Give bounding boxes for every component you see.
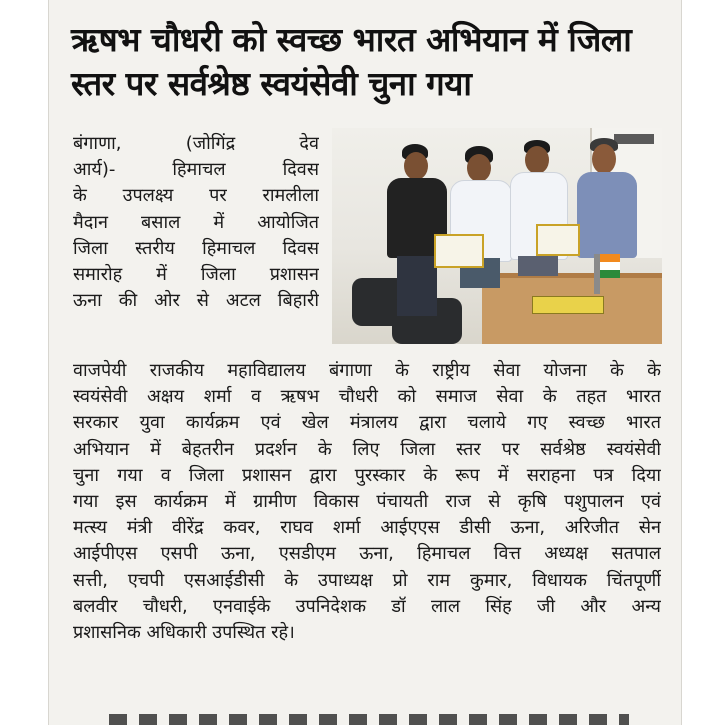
lead-line: बंगाणा, (जोगिंद्र देव (73, 133, 319, 154)
photo-person (404, 152, 428, 180)
body-line: आईपीएस एसपी ऊना, एसडीएम ऊना, हिमाचल वित्त अध्यक्ष सतपाल (73, 543, 661, 565)
headline (71, 18, 671, 106)
body-line: वाजपेयी राजकीय महाविद्यालय बंगाणा के राष्ट्रीय सेवा योजना के के (73, 360, 661, 381)
newspaper-clipping (48, 0, 682, 725)
photo-flag (600, 254, 620, 262)
body-line: अभियान में बेहतरीन प्रदर्शन के लिए जिला स्तर पर सर्वश्रेष्ठ स्वयंसेवी (73, 438, 661, 460)
lead-paragraph (73, 131, 319, 314)
body-line: मत्स्य मंत्री वीरेंद्र कवर, राघव शर्मा आईएएस डीसी ऊना, अरिजीत सेन (73, 517, 661, 539)
cut-off-next-headline (109, 714, 629, 725)
photo-certificate (536, 224, 580, 256)
main-paragraph (73, 358, 661, 646)
body-line: सरकार युवा कार्यक्रम एवं खेल मंत्रालय द्वारा चलाये गए स्वच्छ भारत (73, 412, 661, 434)
body-line: सत्ती, एचपी एसआईडीसी के उपाध्यक्ष प्रो राम कुमार, विधायक चिंतपूर्णी (73, 569, 661, 591)
photo-person (577, 172, 637, 258)
body-line: प्रशासनिक अधिकारी उपस्थित रहे। (73, 622, 295, 644)
photo-person (397, 256, 437, 316)
photo-flag (600, 262, 620, 270)
photo-person (467, 154, 491, 182)
photo-window (614, 134, 654, 144)
photo-person (592, 144, 616, 174)
body-line: चुना गया व जिला प्रशासन द्वारा पुरस्कार के रूप में सराहना पत्र दिया (73, 464, 661, 486)
photo-person (518, 256, 558, 276)
lead-line: ऊना की ओर से अटल बिहारी (73, 290, 319, 312)
lead-line: जिला स्तरीय हिमाचल दिवस (73, 237, 319, 259)
body-line: बलवीर चौधरी, एनवाईके उपनिदेशक डॉ लाल सिंह जी और अन्य (73, 595, 661, 617)
lead-line: के उपलक्ष्य पर रामलीला (73, 185, 319, 207)
headline-line-1: ऋषभ चौधरी को स्वच्छ भारत अभियान में जिला (71, 20, 632, 59)
lead-line: आर्य)- हिमाचल दिवस (73, 159, 319, 181)
body-line: स्वयंसेवी अक्षय शर्मा व ऋषभ चौधरी को समाज सेवा के तहत भारत (73, 386, 661, 408)
photo-person (525, 146, 549, 174)
photo-flag (600, 270, 620, 278)
body-line: गया इस कार्यक्रम में ग्रामीण विकास पंचायती राज से कृषि पशुपालन एवं (73, 491, 661, 513)
lead-line: मैदान बसाल में आयोजित (73, 211, 319, 233)
photo-certificate (434, 234, 484, 268)
photo-nameplate (532, 296, 604, 314)
lead-line: समारोह में जिला प्रशासन (73, 264, 319, 286)
news-photo (332, 128, 662, 344)
headline-line-2: स्तर पर सर्वश्रेष्ठ स्वयंसेवी चुना गया (71, 64, 472, 103)
